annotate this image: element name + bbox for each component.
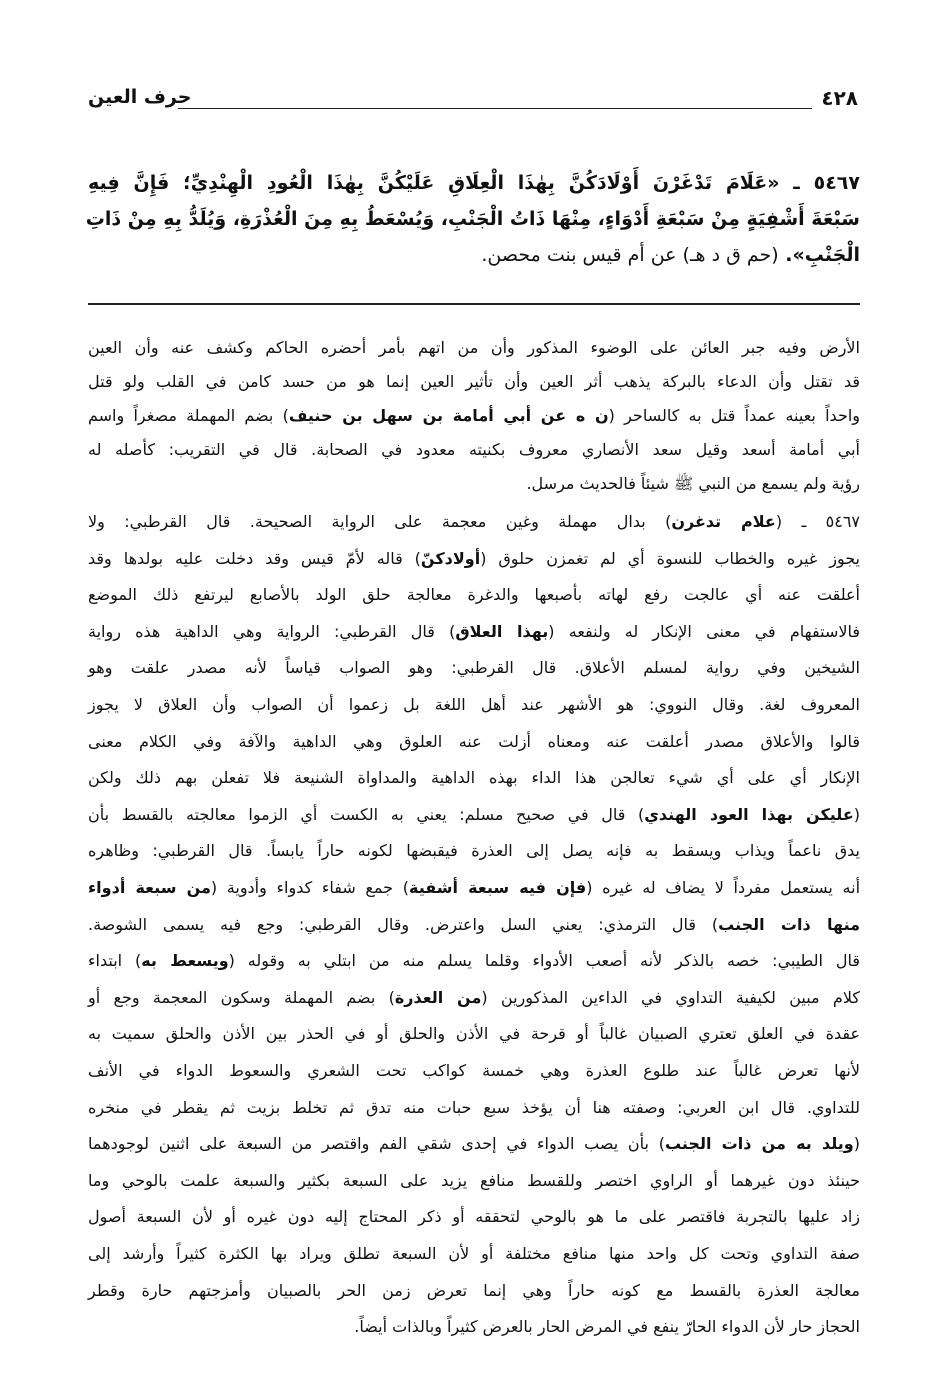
text-segment: لأنها تعرض غالباً عند طلوع العذرة وهي خمسة كواكب تحت الشعري والسعوط الدواء في الأنف [88,1061,860,1080]
text-line [88,1317,860,1336]
text-segment: معالجة العذرة بالقسط مع كونه حاراً وهي إنما تعرض زمن الحر بالصبيان وأمزجتهم حارة وقطر [88,1280,860,1300]
page-number: ٤٢٨ [821,86,858,110]
text-line [88,244,860,266]
bold-lemma: علام تدغرن [671,512,776,531]
text-line [88,512,860,531]
text-segment: الأرض وفيه جبر العائن على الوضوء المذكور وأن من اتهم بأمر أحضره الحاكم وكشف عنه وأن العين [88,338,860,357]
text-line [88,1134,860,1153]
text-segment: سَبْعَةَ أَشْفِيَةٍ مِنْ سَبْعَةِ أَدْوَاءٍ، مِنْهَا ذَاتُ الْجَنْبِ، وَيُسْعَطُ بِهِ مِنَ الْعُذْرَةِ، وَيُلَدُّ بِهِ مِنْ ذَاتِ [85,208,860,230]
text-line [88,695,860,714]
text-segment: الإنكار أي على أي شيء تعالجن هذا الداء بهذه الداهية والمداواة الشنيعة فلا تفعلن بهم ذلك ولكن [88,768,860,788]
bold-lemma: منها ذات الجنب [718,914,861,934]
text-segment: أبي أمامة أسعد وقيل سعد الأنصاري معروف بكنيته معدود في الصحابة. قال في التقريب: كأصله له [88,440,860,459]
text-segment: الحجاز حار لأن الدواء الحارّ ينفع في المرض الحار بالعرض كثيراً وبالذات أيضاً. [354,1317,860,1337]
text-segment: ( [853,804,860,824]
text-line [88,372,860,391]
text-segment: المعروف لغة. وقال النووي: هو الأشهر عند أهل اللغة بل زعموا أن الصواب وأن العلاق لا يجوز [88,695,860,714]
text-line [88,440,860,459]
text-line [88,622,860,641]
text-segment: أنه يستعمل مفرداً لا يضاف له غيره ( [586,878,861,897]
text-segment: ٥٤٦٧ ـ ( [775,512,860,531]
text-segment: واحداً بعينه عمداً قتل به كالساحر ( [608,406,861,425]
header-rule [178,108,812,109]
text-segment: ( [853,1134,860,1154]
text-segment: رؤية ولم يسمع من النبي ﷺ شيئاً فالحديث مرسل. [526,474,860,493]
text-line [88,768,860,787]
text-line [88,172,860,194]
bold-lemma: ويلد به من ذات الجنب [664,1134,854,1154]
text-segment: حينئذ دون غيرهما أو الراوي اختصر وللقسط منافع يزيد على السبعة بكثير والسبعة علمت بالوحي وما [88,1170,860,1190]
text-segment: يجوز غيره والخطاب للنسوة أي لم تغمزن حلوق ( [480,548,860,568]
text-segment: ) بضم المهملة مصغراً واسم [88,406,289,425]
text-segment: ) قال الترمذي: يعني السل واعترض. وقال القرطبي: وجع فيه يسمى الشوصة. [88,914,719,934]
text-segment: ٥٤٦٧ ـ «عَلَامَ تَدْغَرْنَ أَوْلَادَكُنَّ بِهٰذَا الْعِلَاقِ عَلَيْكُنَّ بِهٰذَا الْعُودِ الْهِنْدِيِّ؛ فَإِنَّ فِيهِ [88,172,860,194]
text-segment: قالوا والأعلاق مصدر أعلقت عنه ومعناه أزلت عنه العلوق وهي الداهية والآفة وفي الكلام معنى [88,731,860,751]
text-segment: كلام مبين لكيفية التداوي في الداءين المذكورين ( [481,987,860,1007]
bold-lemma: أولادكنّ [420,548,481,568]
text-segment: أعلقت عنه أي عالجت رفع لهاته بأصبعها والدغرة معالجة حلق الولد بالأصابع ليرتفع ذلك الموضع [88,585,860,605]
bold-lemma: فإن فيه سبعة أشفية [408,878,587,897]
text-line [88,805,860,824]
text-line [88,732,860,751]
text-line [88,878,860,897]
text-segment: ) ابتداء [88,951,142,971]
chapter-title: حرف العين [88,86,192,108]
bold-lemma: ن ه عن أبي أمامة بن سهل بن حنيف [288,406,609,425]
text-line [85,208,860,230]
text-segment: قد تقتل وأن الدعاء بالبركة يذهب أثر العين وأن تأثير العين إنما هو من حسد كامن في القلب ولو قتل [88,372,860,391]
text-line [88,1207,860,1226]
text-line [88,474,860,497]
text-segment: (حم ق د هـ) عن أم قيس بنت محصن. [481,244,779,266]
text-segment: يدق ناعماً ويذاب ويسقط به فإنه يصل إلى العذرة فيقبضها لكونه حاراً يابساً. قال القرطبي: وظاهره [88,841,860,861]
text-line [88,1281,860,1300]
text-line [88,1024,860,1043]
text-line [88,1244,860,1263]
footnote-separator [88,303,860,305]
text-line [88,1098,860,1117]
text-line [88,915,860,934]
text-segment: ) قاله لأمّ قيس وقد دخلت عليه بولدها وقد [88,548,421,568]
text-segment: زاد عليها بالتجربة فاقتصر على ما هو بالوحي لتحققه أو ذكر المحتاج إليه دون غيره أو لأن السبعة أصول [88,1207,860,1227]
text-segment: ) قال في صحيح مسلم: يعني به الكست أي الزموا معالجته بالقسط بأن [88,804,645,824]
text-segment: للتداوي. قال ابن العربي: وصفته هنا أن يؤخذ سبع حبات منه تدق ثم تخلط بزيت ثم يقطر في منخره [88,1097,860,1117]
text-line [88,988,860,1007]
bold-lemma: بهذا العلاق [455,621,549,641]
text-line [88,1171,860,1190]
text-line [88,585,860,604]
text-line [88,951,860,970]
bold-lemma: من سبعة أدواء [88,878,211,897]
text-segment: الشيخين وفي رواية لمسلم الأعلاق. قال القرطبي: وهو الصواب قياساً لأنه مصدر علقت وهو [88,658,860,678]
text-segment: ) بدال مهملة وغين معجمة على الرواية الصحيحة. قال القرطبي: ولا [88,512,672,531]
text-line [88,658,860,677]
bold-lemma: عليكن بهذا العود الهندي [644,804,854,824]
text-segment: قال الطيبي: خصه بالذكر لأنه أصعب الأدواء وقلما يسلم منه من ابتلي به وقوله ( [228,951,861,971]
text-segment: عقدة في العلق تعتري الصبيان غالباً أو قرحة في الأذن والحلق أو في الحذر بين الأذن والحلق سميت به [88,1024,860,1044]
text-segment: ) بضم المهملة وسكون المعجمة وجع أو [88,987,395,1007]
text-line [88,549,860,568]
text-line [88,338,860,357]
text-line [88,1061,860,1080]
bold-lemma: ويسعط به [141,951,229,971]
text-segment: ) بأن يصب الدواء في إحدى شقي الفم واقتصر من السبعة على اثنين لوجودهما [88,1134,665,1154]
text-segment: ) جمع شفاء كدواء وأدوية ( [210,878,409,897]
text-segment: فالاستفهام في معنى الإنكار له ولنفعه ( [548,621,861,641]
text-segment: صفة التداوي وتحت كل واحد منها منافع مختلفة أو لأن السبعة تطلق ويراد بها الكثرة كثيراً وأرشد إلى [88,1244,860,1263]
text-segment: ) قال القرطبي: الرواية وهي الداهية هذه رواية [88,621,456,641]
bold-lemma: من العذرة [394,987,482,1007]
text-line [88,406,860,425]
text-line [88,841,860,860]
text-segment: الْجَنْبِ». [778,244,860,266]
